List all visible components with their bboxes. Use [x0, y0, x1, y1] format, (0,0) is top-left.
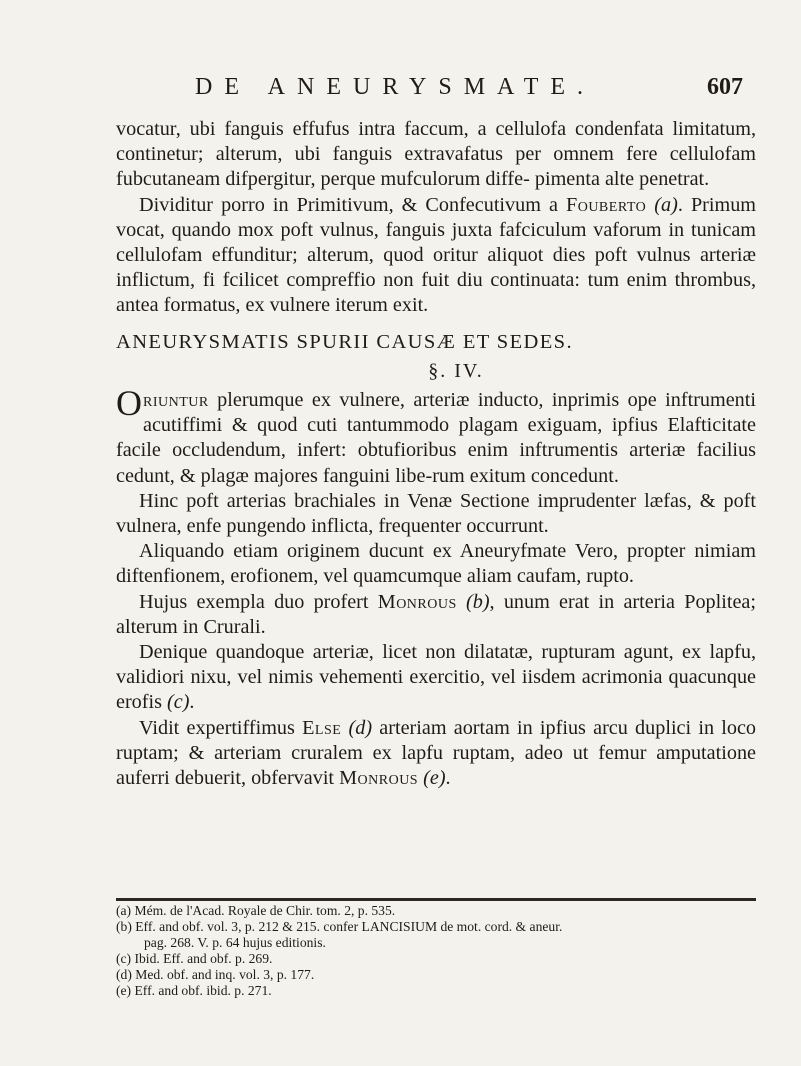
paragraph-6-text-a: Hujus exempla duo profert: [139, 590, 378, 613]
footnotes: [116, 903, 756, 999]
footnote-b-line-1: (b) Eff. and obf. vol. 3, p. 212 & 215. confer LANCISIUM de mot. cord. & aneur.: [116, 919, 563, 934]
footnote-ref-b: (b): [466, 590, 490, 613]
paragraph-1-line-4: pimenta alte penetrat.: [534, 168, 710, 191]
footnote-divider: [116, 898, 756, 901]
paragraph-2: [116, 193, 756, 319]
running-head: [195, 74, 743, 110]
footnote-b-line-2: pag. 268. V. p. 64 hujus editionis.: [144, 935, 326, 950]
paragraph-8-text-c: .: [445, 767, 451, 790]
section-number: §. IV.: [428, 359, 484, 382]
paragraph-3-first-word: riuntur: [143, 389, 209, 412]
paragraph-8-text-a: Vidit expertiffimus: [139, 716, 303, 739]
paragraph-1-line-2: limitatum, continetur; alterum, ubi fanguis extravafatus per omnem: [116, 118, 757, 166]
author-else: Else: [302, 716, 342, 739]
footnote-a: (a) Mém. de l'Acad. Royale de Chir. tom. 2, p. 535.: [116, 903, 396, 918]
page-number: 607: [707, 74, 743, 100]
paragraph-7-text-a: Denique quandoque arteriæ, licet non dilatatæ, rupturam agunt, ex lapfu, validiori nixu, vel nimis vehementi exercitio, vel iisdem acrimonia quacunque erofis: [116, 641, 756, 714]
footnote-ref-a: (a): [654, 193, 678, 216]
section-heading: ANEURYSMATIS SPURII CAUSÆ ET SEDES.: [116, 330, 573, 353]
paragraph-3: [116, 383, 756, 489]
drop-cap: O: [116, 383, 142, 424]
paragraph-6: [116, 590, 756, 640]
body-text: [116, 117, 756, 791]
paragraph-1: [116, 117, 756, 193]
footnote-ref-e: (e): [423, 767, 446, 790]
author-fouberto: Fouberto: [565, 193, 647, 216]
running-title: DE ANEURYSMATE.: [195, 74, 596, 100]
paragraph-1-line-3: fere cellulofam fubcutaneam difpergitur, perque mufculorum diffe-: [116, 143, 757, 191]
paragraph-8: [116, 716, 756, 792]
paragraph-4: Hinc poft arterias brachiales in Venæ Sectione imprudenter læfas, & poft vulnera, enfe pungendo inflicta, frequenter occurrunt.: [116, 489, 756, 538]
author-monrous-2: Monrous: [339, 767, 419, 790]
paragraph-2-text-b: . Primum vocat, quando mox poft vulnus, fanguis juxta fafciculum vaforum in tunicam cellulofam effunditur; alterum, quod oritur aliquot dies poft vulnus arteriæ inflictum, fi fcilicet compreffio non fuit diu continuata: tum enim thrombus, antea formatus, ex vulnere iterum exit.: [116, 193, 756, 317]
footnote-c: (c) Ibid. Eff. and obf. p. 269.: [116, 951, 273, 966]
author-monrous: Monrous: [377, 590, 457, 613]
paragraph-8-text-b: arteriam aortam in ipfius arcu duplici in loco ruptam; & arteriam cruralem ex lapfu ruptam, adeo ut femur amputatione auferri debuerit, obfervavit: [116, 716, 756, 790]
footnote-d: (d) Med. obf. and inq. vol. 3, p. 177.: [116, 967, 315, 982]
footnote-ref-d: (d): [348, 716, 373, 739]
paragraph-1-line-1: vocatur, ubi fanguis effufus intra faccum, a cellulofa condenfata: [116, 118, 664, 140]
paragraph-3-text: plerumque ex vulnere, arteriæ inducto, inprimis ope inftrumenti acutiffimi & quod cuti tantummodo plagam exiguam, ipfius Elafticitate facile occludendum, infert: obtufioribus enim inftrumentis arteriæ facilius cedunt, & plagæ majores fanguini libe-rum exitum concedunt.: [116, 389, 756, 487]
paragraph-6-text-b: , unum erat in arteria Poplitea; alterum in Crurali.: [116, 590, 756, 638]
paragraph-2-text-a: Dividitur porro in Primitivum, & Confecutivum a: [139, 193, 566, 216]
footnote-ref-c: (c): [167, 691, 190, 714]
paragraph-5: Aliquando etiam originem ducunt ex Aneuryfmate Vero, propter nimiam diftenfionem, erofionem, vel quamcumque aliam caufam, rupto.: [116, 540, 756, 588]
footnote-e: (e) Eff. and obf. ibid. p. 271.: [116, 983, 272, 998]
paragraph-7: [116, 640, 756, 716]
paragraph-7-text-b: .: [189, 691, 195, 714]
